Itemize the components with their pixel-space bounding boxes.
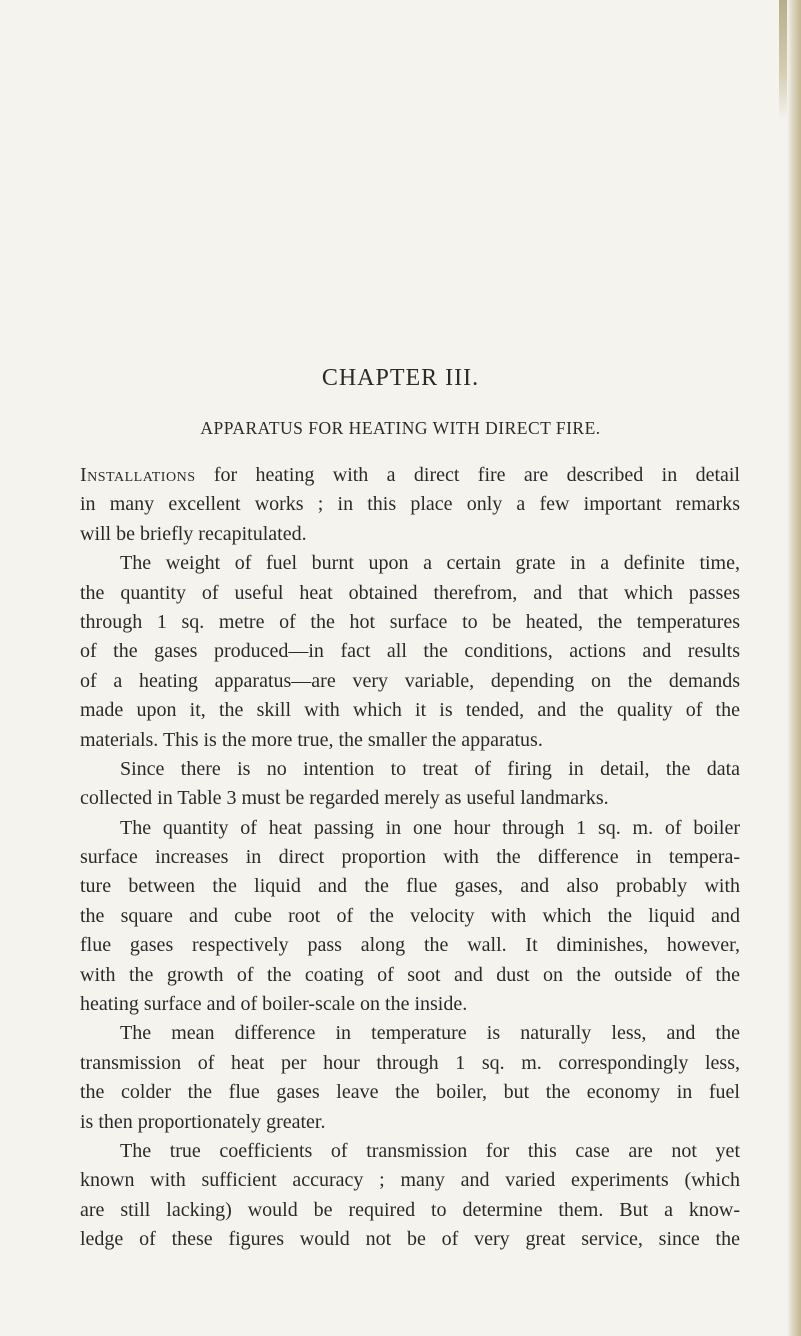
lead-word: Installations xyxy=(80,464,196,486)
text-line: of the gases produced—in fact all the conditions, actions and results xyxy=(80,640,740,663)
text-line: Since there is no intention to treat of firing in detail, the data xyxy=(120,757,740,780)
text-line: transmission of heat per hour through 1 sq. m. correspondingly less, xyxy=(80,1051,740,1074)
text-line: flue gases respectively pass along the wall. It diminishes, however, xyxy=(80,934,740,957)
text-line: collected in Table 3 must be regarded merely as useful landmarks. xyxy=(80,787,609,810)
text-line-rest: for heating with a direct fire are described in detail xyxy=(195,464,740,486)
section-title: APPARATUS FOR HEATING WITH DIRECT FIRE. xyxy=(200,418,601,438)
page-edge-shadow xyxy=(787,0,801,1336)
text-line: are still lacking) would be required to determine them. But a know- xyxy=(80,1198,740,1221)
text-line: ledge of these figures would not be of very great service, since the xyxy=(80,1228,740,1251)
text-line: heating surface and of boiler-scale on the inside. xyxy=(80,993,468,1016)
text-line: The mean difference in temperature is naturally less, and the xyxy=(120,1022,740,1045)
text-line: The true coefficients of transmission for this case are not yet xyxy=(120,1139,740,1162)
chapter-title: CHAPTER III. xyxy=(321,365,480,391)
text-line: ture between the liquid and the flue gases, and also probably with xyxy=(80,875,740,898)
text-line: known with sufficient accuracy ; many and varied experiments (which xyxy=(80,1169,740,1192)
text-line: of a heating apparatus—are very variable, depending on the demands xyxy=(80,669,740,692)
text-line: the quantity of useful heat obtained therefrom, and that which passes xyxy=(80,581,740,604)
text-line xyxy=(80,461,740,490)
text-line: through 1 sq. metre of the hot surface to be heated, the temperatures xyxy=(80,610,740,633)
text-line: with the growth of the coating of soot and dust on the outside of the xyxy=(80,963,740,986)
text-line: in many excellent works ; in this place only a few important remarks xyxy=(80,493,740,516)
text-line: is then proportionately greater. xyxy=(80,1110,326,1133)
text-line: surface increases in direct proportion with the difference in tempera- xyxy=(80,846,740,869)
text-line: The quantity of heat passing in one hour through 1 sq. m. of boiler xyxy=(120,816,740,839)
body-text xyxy=(80,461,740,1255)
text-line: the square and cube root of the velocity with which the liquid and xyxy=(80,904,740,927)
text-line: The weight of fuel burnt upon a certain grate in a definite time, xyxy=(120,552,740,575)
text-line: materials. This is the more true, the smaller the apparatus. xyxy=(80,728,543,751)
text-line: made upon it, the skill with which it is tended, and the quality of the xyxy=(80,699,740,722)
text-line: will be briefly recapitulated. xyxy=(80,522,307,545)
text-line: the colder the flue gases leave the boiler, but the economy in fuel xyxy=(80,1081,740,1104)
